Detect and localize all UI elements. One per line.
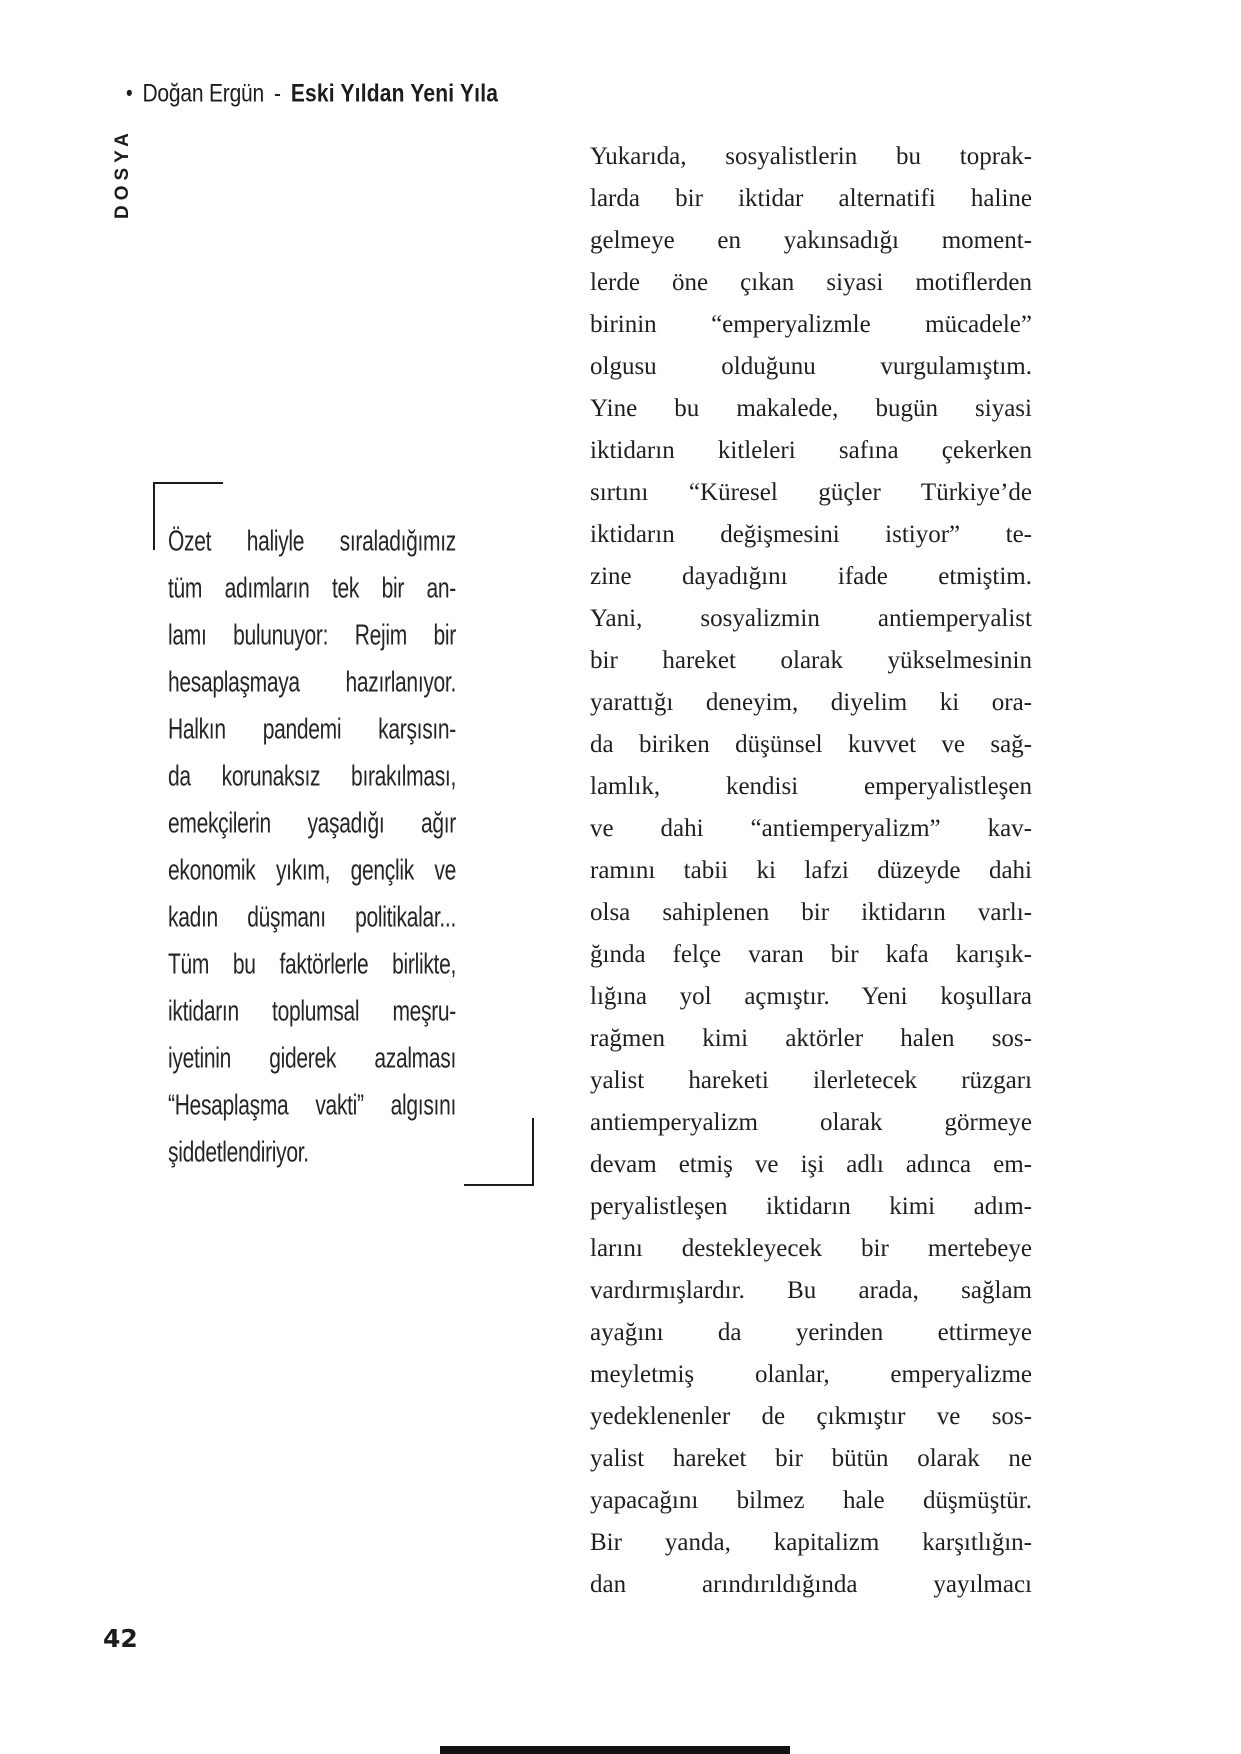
body-text-line: antiemperyalizm olarak görmeye xyxy=(590,1109,1032,1136)
body-text-line: lerde öne çıkan siyasi motiflerden xyxy=(590,269,1032,296)
body-text-line: ramını tabii ki lafzi düzeyde dahi xyxy=(590,857,1032,884)
body-text-line: yedeklenenler de çıkmıştır ve sos- xyxy=(590,1403,1032,1430)
body-text-line: bir hareket olarak yükselmesinin xyxy=(590,647,1032,674)
body-text-line: ayağını da yerinden ettirmeye xyxy=(590,1319,1032,1346)
body-text-line: zine dayadığını ifade etmiştim. xyxy=(590,563,1032,590)
body-text-line: sırtını “Küresel güçler Türkiye’de xyxy=(590,479,1032,506)
article-body-column xyxy=(590,136,1032,1606)
body-text-line: Bir yanda, kapitalizm karşıtlığın- xyxy=(590,1529,1032,1556)
quote-line: Tüm bu faktörlerle birlikte, xyxy=(168,948,456,981)
body-text-line: yalist hareketi ilerletecek rüzgarı xyxy=(590,1067,1032,1094)
quote-line: lamı bulunuyor: Rejim bir xyxy=(168,619,456,652)
body-text-line: yarattığı deneyim, diyelim ki ora- xyxy=(590,689,1032,716)
body-text-line: larını destekleyecek bir mertebeye xyxy=(590,1235,1032,1262)
body-text-line: lamlık, kendisi emperyalistleşen xyxy=(590,773,1032,800)
quote-line: ekonomik yıkım, gençlik ve xyxy=(168,854,456,887)
section-label-vertical: DOSYA xyxy=(112,128,133,219)
body-text-line: vardırmışlardır. Bu arada, sağlam xyxy=(590,1277,1032,1304)
quote-line: iyetinin giderek azalması xyxy=(168,1042,456,1075)
quote-line: “Hesaplaşma vakti” algısını xyxy=(168,1089,456,1122)
author-name: Doğan Ergün xyxy=(142,80,265,108)
body-text-line: yapacağını bilmez hale düşmüştür. xyxy=(590,1487,1032,1514)
body-text-line: gelmeye en yakınsadığı moment- xyxy=(590,227,1032,254)
body-text-line: devam etmiş ve işi adlı adınca em- xyxy=(590,1151,1032,1178)
quote-line: tüm adımların tek bir an- xyxy=(168,572,456,605)
body-text-line: yalist hareket bir bütün olarak ne xyxy=(590,1445,1032,1472)
body-text-line: olsa sahiplenen bir iktidarın varlı- xyxy=(590,899,1032,926)
quote-line: da korunaksız bırakılması, xyxy=(168,760,456,793)
body-text-line: meyletmiş olanlar, emperyalizme xyxy=(590,1361,1032,1388)
body-text-line: ve dahi “antiemperyalizm” kav- xyxy=(590,815,1032,842)
body-text-line: dan arındırıldığında yayılmacı xyxy=(590,1571,1032,1598)
pull-quote xyxy=(168,518,456,1176)
page-number: 42 xyxy=(103,1624,138,1653)
body-text-line: Yine bu makalede, bugün siyasi xyxy=(590,395,1032,422)
body-text-line: larda bir iktidar alternatifi haline xyxy=(590,185,1032,212)
quote-close-bracket xyxy=(464,1118,534,1186)
quote-line: kadın düşmanı politikalar... xyxy=(168,901,456,934)
quote-line: Özet haliyle sıraladığımız xyxy=(168,525,456,558)
body-text-line: iktidarın değişmesini istiyor” te- xyxy=(590,521,1032,548)
body-text-line: iktidarın kitleleri safına çekerken xyxy=(590,437,1032,464)
bullet-icon: • xyxy=(126,81,133,107)
body-text-line: Yukarıda, sosyalistlerin bu toprak- xyxy=(590,143,1032,170)
body-text-line: olgusu olduğunu vurgulamıştım. xyxy=(590,353,1032,380)
page-header xyxy=(126,80,498,109)
body-text-line: peryalistleşen iktidarın kimi adım- xyxy=(590,1193,1032,1220)
quote-line: Halkın pandemi karşısın- xyxy=(168,713,456,746)
quote-line: şiddetlendiriyor. xyxy=(168,1136,309,1169)
body-text-line: Yani, sosyalizmin antiemperyalist xyxy=(590,605,1032,632)
header-separator: - xyxy=(274,80,281,108)
body-text-line: rağmen kimi aktörler halen sos- xyxy=(590,1025,1032,1052)
body-text-line: ğında felçe varan bir kafa karışık- xyxy=(590,941,1032,968)
body-text-line: lığına yol açmıştır. Yeni koşullara xyxy=(590,983,1032,1010)
quote-line: emekçilerin yaşadığı ağır xyxy=(168,807,456,840)
quote-line: iktidarın toplumsal meşru- xyxy=(168,995,456,1028)
page-edge-mark xyxy=(440,1746,790,1754)
article-title: Eski Yıldan Yeni Yıla xyxy=(290,80,499,108)
body-text-line: birinin “emperyalizmle mücadele” xyxy=(590,311,1032,338)
body-text-line: da biriken düşünsel kuvvet ve sağ- xyxy=(590,731,1032,758)
quote-line: hesaplaşmaya hazırlanıyor. xyxy=(168,666,456,699)
